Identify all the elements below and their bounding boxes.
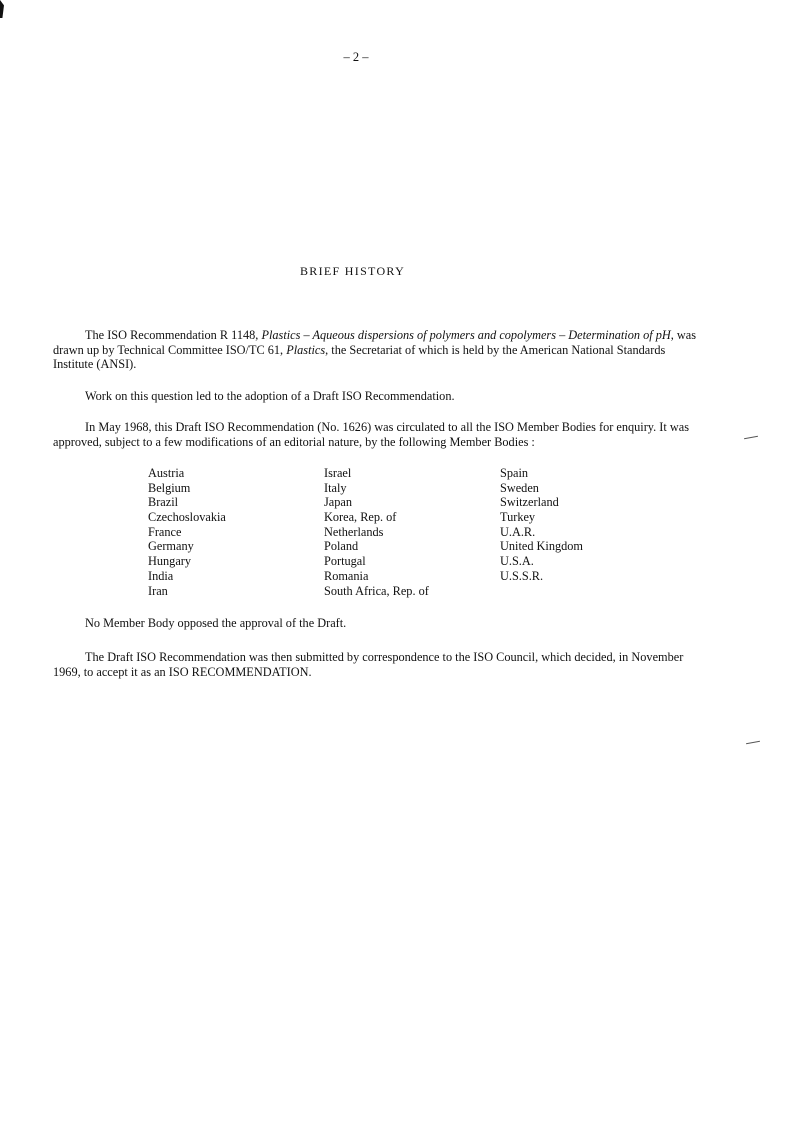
paragraph-text: In May 1968, this Draft ISO Recommendation (No. 1626) was circulated to all the ISO Member Bodies for enquiry. It was approved, subject to a few modifications of an editorial nature, by the following Member Bodies :	[53, 420, 690, 449]
paragraph-adoption	[53, 389, 698, 404]
member-bodies-list	[148, 466, 628, 601]
member-body-item: Iran	[148, 583, 168, 598]
member-body-item: Belgium	[148, 480, 191, 495]
paragraph-text: , was drawn up by Technical Committee ISO/TC 61,	[53, 328, 697, 357]
member-body-item: Hungary	[148, 554, 192, 569]
member-column-3	[500, 466, 583, 584]
member-body-item: Austria	[148, 466, 185, 480]
member-body-item: Germany	[148, 539, 194, 554]
member-body-item: South Africa, Rep. of	[324, 583, 429, 598]
member-body-item: Romania	[324, 568, 369, 583]
member-body-item: India	[148, 568, 174, 583]
paragraph-origin	[53, 328, 698, 372]
paragraph-text: No Member Body opposed the approval of the Draft.	[85, 616, 347, 630]
member-body-item: Turkey	[500, 510, 536, 525]
member-body-item: Japan	[324, 495, 352, 510]
paragraph-council-decision	[53, 650, 698, 679]
member-body-item: Czechoslovakia	[148, 510, 226, 525]
member-body-item: Korea, Rep. of	[324, 510, 397, 525]
member-column-1	[148, 466, 226, 598]
member-body-item: U.S.A.	[500, 554, 534, 569]
section-heading: BRIEF HISTORY	[300, 264, 406, 278]
paragraph-text: The Draft ISO Recommendation was then submitted by correspondence to the ISO Council, which decided, in November 1969, to accept it as an ISO RECOMMENDATION.	[53, 650, 684, 679]
scan-edge-mark	[0, 0, 4, 18]
committee-name: Plastics	[286, 342, 326, 357]
scan-mark	[744, 436, 758, 439]
paragraph-text: Work on this question led to the adoption of a Draft ISO Recommendation.	[85, 389, 455, 403]
member-body-item: Israel	[324, 466, 352, 480]
member-body-item: Brazil	[148, 495, 179, 510]
scan-mark	[746, 741, 760, 744]
paragraph-enquiry	[53, 420, 698, 449]
page-number: – 2 –	[343, 50, 369, 64]
member-column-2	[324, 466, 429, 598]
paragraph-text: , the Secretariat of which is held by the American National Standards Institute (ANSI).	[53, 342, 666, 372]
member-body-item: Italy	[324, 480, 347, 495]
paragraph-text: The ISO Recommendation R 1148,	[85, 328, 262, 342]
member-body-item: Netherlands	[324, 524, 384, 539]
member-body-item: United Kingdom	[500, 539, 583, 554]
member-body-item: Portugal	[324, 554, 366, 569]
recommendation-title: Plastics – Aqueous dispersions of polymers and copolymers – Determination of pH	[261, 328, 671, 342]
member-body-item: Switzerland	[500, 495, 559, 510]
member-body-item: Sweden	[500, 480, 539, 495]
member-body-item: U.A.R.	[500, 524, 536, 539]
member-body-item: France	[148, 524, 182, 539]
member-body-item: Poland	[324, 539, 359, 554]
paragraph-no-opposition	[53, 616, 698, 631]
member-body-item: U.S.S.R.	[500, 568, 544, 583]
member-body-item: Spain	[500, 466, 529, 480]
